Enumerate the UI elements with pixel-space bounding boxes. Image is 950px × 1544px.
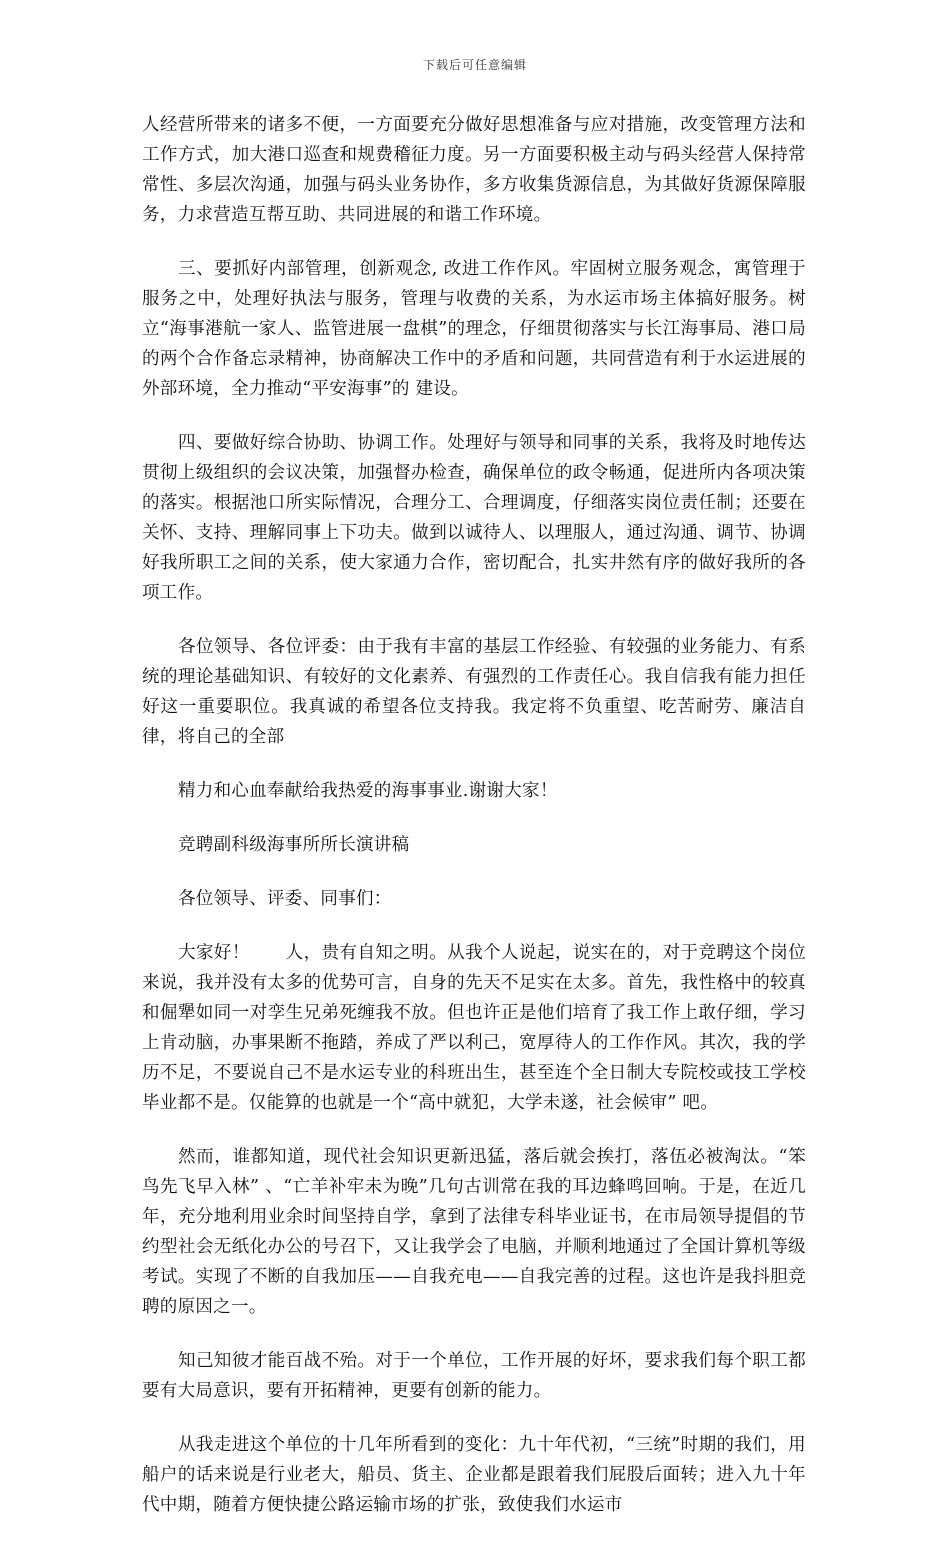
paragraph-thanks: 精力和心血奉献给我热爱的海事事业.谢谢大家！ <box>178 781 558 801</box>
speech-salutation: 各位领导、评委、同事们： <box>178 889 392 909</box>
paragraph-continuation: 人经营所带来的诸多不便，一方面要充分做好思想准备与应对措施，改变管理方法和工作方式，加大港口巡查和规费稽征力度。另一方面要积极主动与码头经营人保持常常性、多层次沟通，加强与码头业务协作，多方收集货源信息，为其做好货源保障服务，力求营造互帮互助、共同进展的和谐工作环境。 <box>142 115 806 225</box>
paragraph-unit-changes: 从我走进这个单位的十几年所看到的变化：九十年代初，“三统”时期的我们，用船户的话来说是行业老大，船员、货主、企业都是跟着我们屁股后面转；进入九十年代中期，随着方便快捷公路运输市场的扩张，致使我们水运市 <box>142 1435 806 1515</box>
paragraph-section-four: 四、要做好综合协助、协调工作。处理好与领导和同事的关系，我将及时地传达贯彻上级组织的会议决策，加强督办检查，确保单位的政令畅通，促进所内各项决策的落实。根据池口所实际情况，合理分工、合理调度，仔细落实岗位责任制；还要在关怀、支持、理解同事上下功夫。做到以诚待人、以理服人，通过沟通、调节、协调好我所职工之间的关系，使大家通力合作，密切配合，扎实井然有序的做好我所的各项工作。 <box>142 433 806 603</box>
paragraph-section-three: 三、要抓好内部管理，创新观念, 改进工作作风。牢固树立服务观念，寓管理于服务之中，处理好执法与服务，管理与收费的关系，为水运市场主体搞好服务。树立“海事港航一家人、监管进展一盘棋”的理念，仔细贯彻落实与长江海事局、港口局的两个合作备忘录精神，协商解决工作中的矛盾和问题，共同营造有利于水运进展的外部环境，全力推动“平安海事”的 建设。 <box>142 259 806 399</box>
document-body <box>142 110 806 1544</box>
paragraph-self-study: 然而，谁都知道，现代社会知识更新迅猛，落后就会挨打，落伍必被淘汰。“笨鸟先飞早入林” 、“亡羊补牢未为晚”几句古训常在我的耳边蜂鸣回响。于是，在近几年，充分地利用业余时间坚持自学，拿到了法律专科毕业证书，在市局领导提倡的节约型社会无纸化办公的号召下，又让我学会了电脑，并顺利地通过了全国计算机等级考试。实现了不断的自我加压——自我充电——自我完善的过程。这也许是我抖胆竞聘的原因之一。 <box>142 1147 806 1317</box>
paragraph-know-yourself: 知己知彼才能百战不殆。对于一个单位，工作开展的好坏，要求我们每个职工都要有大局意识，要有开拓精神，更要有创新的能力。 <box>142 1351 806 1401</box>
paragraph-self-introduction: 大家好！ 人，贵有自知之明。从我个人说起，说实在的，对于竞聘这个岗位来说，我并没有太多的优势可言，自身的先天不足实在太多。首先，我性格中的较真和倔犟如同一对孪生兄弟死缠我不放。但也许正是他们培育了我工作上敢仔细，学习上肯动脑，办事果断不拖踏，养成了严以利己，宽厚待人的工作作风。其次，我的学历不足，不要说自己不是水运专业的科班出生，甚至连个全日制大专院校或技工学校毕业都不是。仅能算的也就是一个“高中就犯，大学未遂，社会候审” 吧。 <box>142 943 806 1113</box>
paragraph-closing-appeal: 各位领导、各位评委：由于我有丰富的基层工作经验、有较强的业务能力、有系统的理论基础知识、有较好的文化素养、有强烈的工作责任心。我自信我有能力担任好这一重要职位。我真诚的希望各位支持我。我定将不负重望、吃苦耐劳、廉洁自律，将自己的全部 <box>142 637 806 747</box>
page-header-note: 下载后可任意编辑 <box>422 58 527 72</box>
speech-title: 竞聘副科级海事所所长演讲稿 <box>178 835 410 855</box>
